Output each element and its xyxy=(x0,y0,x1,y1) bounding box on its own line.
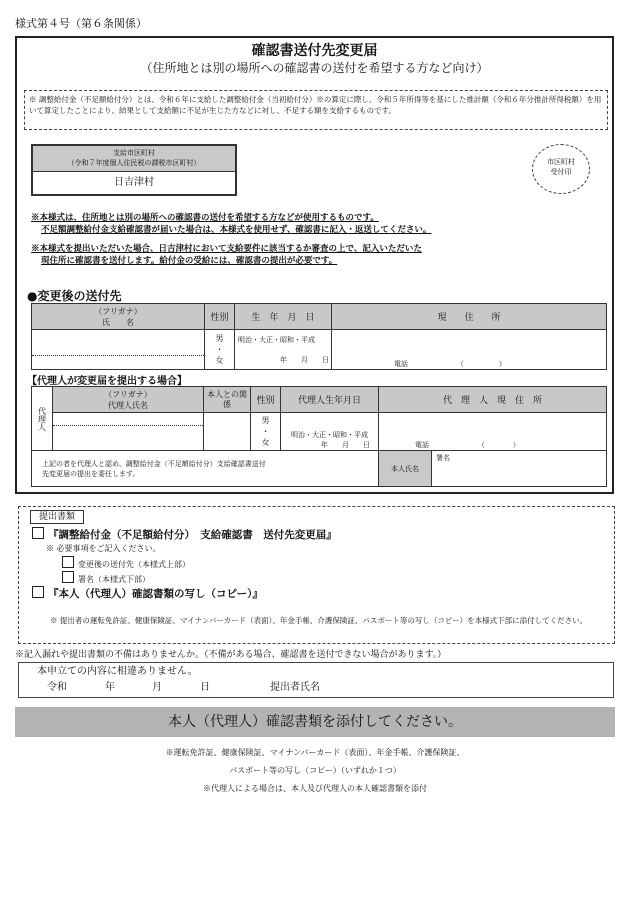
agent-name-header: 代理人氏名 xyxy=(108,400,148,410)
agent-gender-f: 女 xyxy=(261,438,270,447)
agent-gender-m: 男 xyxy=(261,416,270,425)
item2-label: 『本人（代理人）確認書類の写し（コピー）』 xyxy=(48,588,263,600)
recipient-gender-f: 女 xyxy=(215,356,224,365)
agent-gender-cell[interactable] xyxy=(251,413,281,451)
item2-note: ※ 提出者の運転免許証、健康保険証、マイナンバーカード（表面）、年金手帳、介護保険証、パスポート等の写し（コピー）を本様式下部に添付してください。 xyxy=(50,616,588,625)
footer-notes xyxy=(0,744,630,798)
agent-phone-label: 電話 xyxy=(415,441,429,449)
agent-birth-cell[interactable] xyxy=(281,413,379,451)
agent-era-options: 明治・大正・昭和・平成 xyxy=(291,431,368,439)
delegation-text: 上記の者を代理人と認め、調整給付金（不足額給付分）支給確認書送付先変更届の提出を委任します。 xyxy=(42,459,266,478)
recipient-gender-cell[interactable] xyxy=(205,330,235,370)
agent-gender-header: 性別 xyxy=(251,387,281,413)
notice-2-line1: ※本様式を提出いただいた場合、日吉津村において支給要件に該当するか審査の上で、記入いただいた xyxy=(31,244,422,254)
agent-relation-cell[interactable] xyxy=(204,413,251,451)
section2-heading: 【代理人が変更届を提出する場合】 xyxy=(27,376,187,387)
form-title: 確認書送付先変更届 xyxy=(251,43,378,59)
agent-kana-header: （フリガナ） xyxy=(104,389,152,399)
agent-gender-dot: ・ xyxy=(261,427,270,436)
signature-label: 署名 xyxy=(436,454,450,462)
agent-phone-parens: （ ） xyxy=(477,441,520,449)
recipient-name-cell[interactable] xyxy=(32,330,205,370)
recipient-gender-dot: ・ xyxy=(215,345,224,354)
municipality-box xyxy=(31,144,237,196)
recipient-address-cell[interactable] xyxy=(332,330,607,370)
stamp-line1: 市区町村 xyxy=(547,158,575,166)
recipient-gender-header: 性別 xyxy=(205,304,235,330)
notice-2 xyxy=(31,243,422,267)
sub2-checkbox[interactable] xyxy=(62,571,74,583)
declaration-text: 本申立ての内容に相違ありません。 xyxy=(37,666,198,677)
declaration-signer: 提出者氏名 xyxy=(270,682,320,693)
agent-relation-header: 本人との関係 xyxy=(207,389,247,409)
confirm-note: ※記入漏れや提出書類の不備はありませんか。（不備がある場合、確認書を送付できない場合があります。） xyxy=(15,650,447,660)
reception-stamp-area xyxy=(532,144,590,194)
agent-side-label: 代理人 xyxy=(32,387,53,451)
sub1-checkbox[interactable] xyxy=(62,556,74,568)
recipient-phone-parens: （ ） xyxy=(456,360,506,368)
item2-checkbox[interactable] xyxy=(32,586,44,598)
stamp-line2: 受付印 xyxy=(550,168,572,176)
municipality-name: 日吉津村 xyxy=(114,177,154,188)
recipient-name-header: 氏 名 xyxy=(102,317,134,327)
municipality-subheader: （令和７年度個人住民税の課税市区町村） xyxy=(67,159,201,167)
agent-date-units: 年 月 日 xyxy=(321,441,370,449)
item1-label: 『調整給付金（不足額給付分） 支給確認書 送付先変更届』 xyxy=(48,529,337,541)
principal-signature-cell[interactable] xyxy=(432,451,607,487)
footer-line1: ※運転免許証、健康保険証、マイナンバーカード（表面）、年金手帳、介護保険証、 xyxy=(165,748,465,757)
item1-sub2: 署名（本様式下部） xyxy=(62,571,150,585)
notice-1-line2: 不足額調整給付金支給確認書が届いた場合は、本様式を使用せず、確認書に記入・返送してください。 xyxy=(41,225,432,235)
item1-checkbox[interactable] xyxy=(32,527,44,539)
recipient-kana-header: （フリガナ） xyxy=(94,306,142,316)
declaration-day: 日 xyxy=(200,682,210,693)
principal-name-header: 本人氏名 xyxy=(379,451,432,487)
agent-birth-header: 代理人生年月日 xyxy=(281,387,379,413)
section1-heading: ●変更後の送付先 xyxy=(27,289,122,303)
recipient-birth-header: 生 年 月 日 xyxy=(235,304,332,330)
municipality-header xyxy=(33,146,235,172)
municipality-header-label: 支給市区町村 xyxy=(113,149,155,157)
agent-address-cell[interactable] xyxy=(379,413,607,451)
notice-1 xyxy=(31,212,431,236)
notice-1-line1: ※本様式は、住所地とは別の場所への確認書の送付を希望する方などが使用するものです。 xyxy=(31,213,379,223)
footer-line3: ※代理人による場合は、本人及び代理人の本人確認書類を添付 xyxy=(203,784,427,793)
declaration-era: 令和 xyxy=(47,682,67,693)
submission-item1 xyxy=(32,527,337,542)
recipient-gender-m: 男 xyxy=(215,334,224,343)
recipient-birth-cell[interactable] xyxy=(235,330,332,370)
item1-sub1: 変更後の送付先（本様式上部） xyxy=(62,556,190,570)
declaration-month: 月 xyxy=(152,682,162,693)
notice-2-line2: 現住所に確認書を送付します。給付金の受給には、確認書の提出が必要です。 xyxy=(41,256,338,266)
recipient-phone-label: 電話 xyxy=(394,360,408,368)
delegation-cell xyxy=(32,451,379,487)
submission-item2 xyxy=(32,586,263,601)
form-subtitle: （住所地とは別の場所への確認書の送付を希望する方など向け） xyxy=(140,61,489,75)
recipient-era-options: 明治・大正・昭和・平成 xyxy=(238,335,315,344)
agent-name-cell[interactable] xyxy=(53,413,204,451)
recipient-address-header: 現 住 所 xyxy=(332,304,607,330)
explanation-note: ※ 調整給付金（不足額給付分）とは、令和６年に支給した調整給付金（当初給付分）※の算定に際し、令和５年所得等を基にした推計額（令和６年分推計所得税額）を用いて算定したことにより、結果として支給額に不足が生じた方などに対し、不足する額を支給するものです。 xyxy=(24,90,608,130)
recipient-table xyxy=(31,303,607,370)
form-number: 様式第４号（第６条関係） xyxy=(15,17,147,30)
declaration-box xyxy=(18,662,614,698)
item1-note: ※ 必要事項をご記入ください。 xyxy=(46,544,161,553)
footer-line2: パスポート等の写し（コピー）（いずれか１つ） xyxy=(229,766,401,775)
attach-banner: 本人（代理人）確認書類を添付してください。 xyxy=(15,707,615,737)
declaration-year: 年 xyxy=(105,682,115,693)
agent-table xyxy=(31,386,607,487)
recipient-date-units: 年 月 日 xyxy=(280,355,329,364)
submission-tab: 提出書類 xyxy=(30,510,84,524)
agent-address-header: 代 理 人 現 住 所 xyxy=(379,387,607,413)
